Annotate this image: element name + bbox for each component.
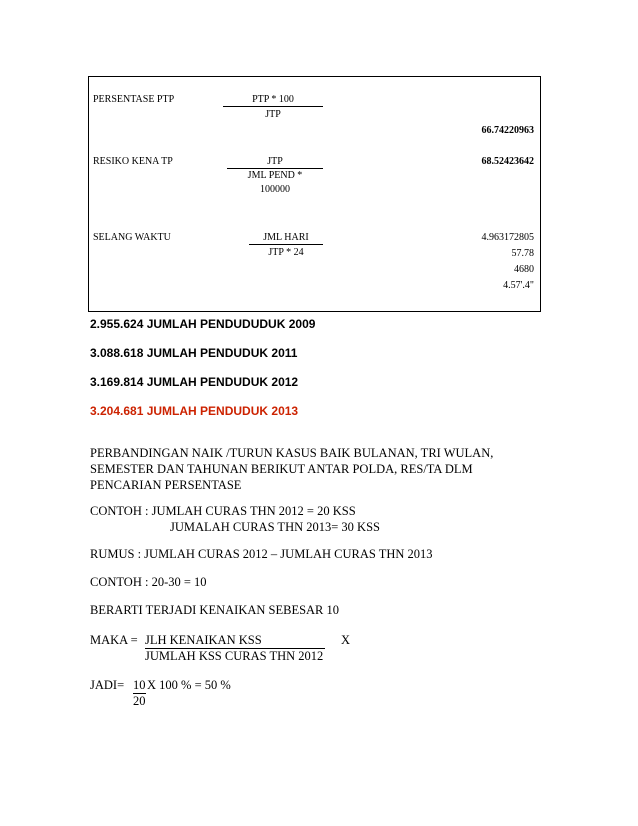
formula-denominator: JTP * 24 bbox=[268, 247, 304, 258]
value-persentase-ptp: 66.74220963 bbox=[481, 125, 534, 136]
jadi-numerator: 10 bbox=[133, 678, 146, 692]
example-2-line: CONTOH : 20-30 = 10 bbox=[90, 575, 207, 589]
formula-numerator: PTP * 100 bbox=[252, 94, 294, 105]
jadi-prefix: JADI= bbox=[90, 678, 125, 692]
row-label-selang-waktu: SELANG WAKTU bbox=[93, 232, 171, 243]
population-2012: 3.169.814 JUMLAH PENDUDUK 2012 bbox=[90, 375, 299, 389]
maka-prefix: MAKA = bbox=[90, 633, 138, 647]
formula-denominator: JTP bbox=[265, 109, 281, 120]
formula-denominator: 100000 bbox=[260, 184, 290, 195]
formula-table bbox=[88, 76, 541, 312]
population-2011: 3.088.618 JUMLAH PENDUDUK 2011 bbox=[90, 346, 298, 360]
formula-numerator: JTP bbox=[267, 156, 283, 167]
formula-denominator: JML PEND * bbox=[247, 170, 303, 181]
value-selang-waktu: 4.57'.4" bbox=[503, 280, 534, 291]
fraction-line bbox=[249, 244, 323, 245]
intro-line: PENCARIAN PERSENTASE bbox=[90, 478, 242, 492]
rumus-line: RUMUS : JUMLAH CURAS 2012 – JUMLAH CURAS THN 2013 bbox=[90, 547, 433, 561]
intro-line: SEMESTER DAN TAHUNAN BERIKUT ANTAR POLDA, RES/TA DLM bbox=[90, 462, 473, 476]
maka-times: X bbox=[341, 633, 351, 647]
population-2009: 2.955.624 JUMLAH PENDUDUDUK 2009 bbox=[90, 317, 316, 331]
example-1-line-1: CONTOH : JUMLAH CURAS THN 2012 = 20 KSS bbox=[90, 504, 356, 518]
value-selang-waktu: 4.963172805 bbox=[481, 232, 534, 243]
formula-numerator: JML HARI bbox=[263, 232, 309, 243]
fraction-line bbox=[227, 168, 323, 169]
maka-numerator: JLH KENAIKAN KSS bbox=[145, 632, 325, 649]
value-selang-waktu: 4680 bbox=[514, 264, 534, 275]
intro-line: PERBANDINGAN NAIK /TURUN KASUS BAIK BULANAN, TRI WULAN, bbox=[90, 446, 494, 460]
value-resiko-kena-tp: 68.52423642 bbox=[481, 156, 534, 167]
fraction-line bbox=[223, 106, 323, 107]
value-selang-waktu: 57.78 bbox=[511, 248, 534, 259]
row-label-resiko-kena-tp: RESIKO KENA TP bbox=[93, 156, 173, 167]
maka-denominator: JUMLAH KSS CURAS THN 2012 bbox=[145, 649, 324, 663]
jadi-rest: X 100 % = 50 % bbox=[147, 678, 231, 692]
berarti-line: BERARTI TERJADI KENAIKAN SEBESAR 10 bbox=[90, 603, 340, 617]
population-2013: 3.204.681 JUMLAH PENDUDUK 2013 bbox=[90, 404, 299, 418]
jadi-denominator: 20 bbox=[133, 694, 146, 708]
row-label-persentase-ptp: PERSENTASE PTP bbox=[93, 94, 175, 105]
example-1-line-2: JUMALAH CURAS THN 2013= 30 KSS bbox=[170, 520, 380, 534]
